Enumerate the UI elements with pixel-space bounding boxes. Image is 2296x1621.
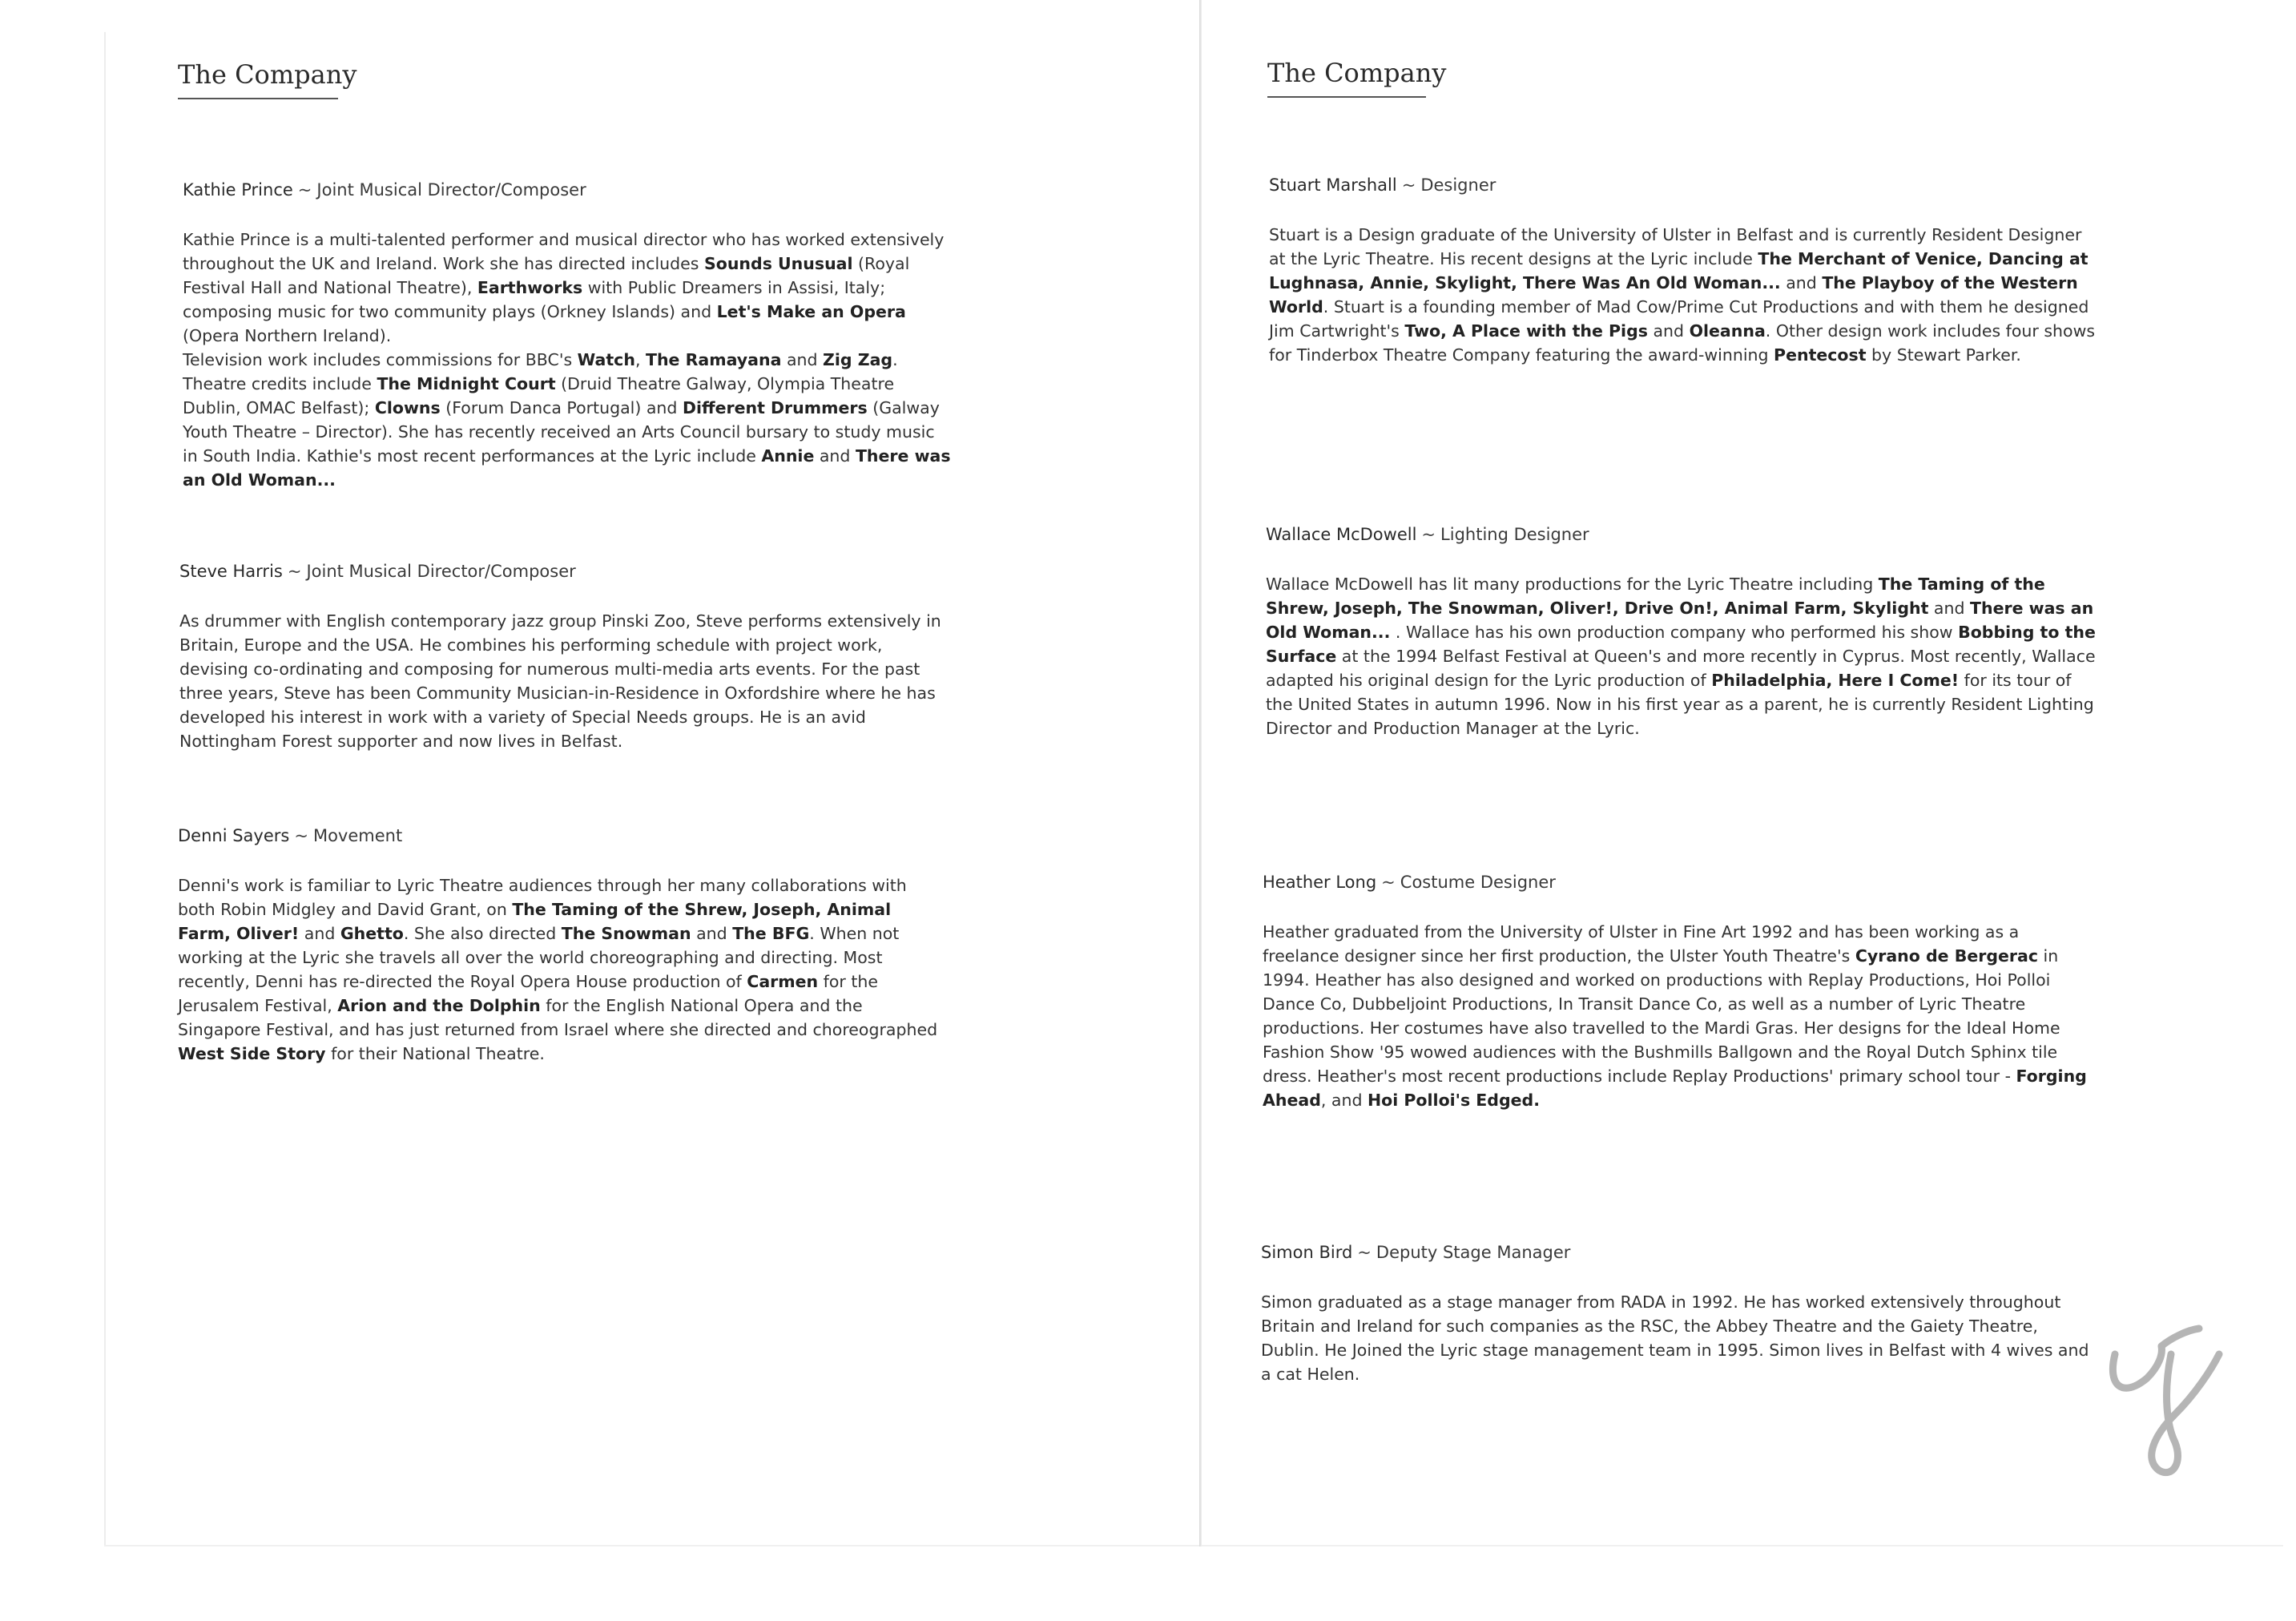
production-title: The Midnight Court <box>377 374 556 393</box>
member-bio <box>178 873 947 1066</box>
bio-text: As drummer with English contemporary jazz group Pinski Zoo, Steve performs extensively in Britain, Europe and the USA. He combines his performing schedule with project work, devising co-ordinating and composing for numerous multi-media arts events. For the past three years, Steve has been Community Musician-in-Residence in Oxfordshire where he has developed his interest in work with a variety of Special Needs groups. He is an avid Nottingham Forest supporter and now lives in Belfast. <box>179 611 941 751</box>
bio-text: Denni's work is familiar to Lyric Theatre audiences through her many collaborations with both Robin Midgley and David Grant, on <box>178 876 907 919</box>
entry-title <box>178 824 947 848</box>
member-bio <box>1269 223 2102 367</box>
bio-text: at the 1994 Belfast Festival at Queen's and more recently in Cyprus. Most recently, Wallace adapted his original design for the Lyric production of <box>1266 647 2096 690</box>
member-bio <box>179 609 949 753</box>
bio-text: (Druid Theatre Galway, Olympia Theatre Dublin, OMAC Belfast); <box>183 374 895 417</box>
entry-title <box>1263 870 2096 894</box>
tilde-separator: ~ <box>294 826 308 845</box>
production-title: Annie <box>761 446 815 466</box>
production-title: Clowns <box>374 398 441 417</box>
production-title: Pentecost <box>1774 345 1867 365</box>
bio-text: in 1994. Heather has also designed and worked on productions with Replay Productions, Hoi Polloi Dance Co, Dubbeljoint Productions, In Transit Dance Co, as well as a number of Lyric Theatre productions. Her costumes have also travelled to the Mardi Gras. Her designs for the Ideal Home Fashion Show '95 wowed audiences with the Bushmills Ballgown and the Royal Dutch Sphinx tile dress. Heather's most recent productions include Replay Productions' primary school tour - <box>1263 946 2060 1086</box>
bio-text: . Stuart is a founding member of Mad Cow/Prime Cut Productions and with them he designed Jim Cartwright's <box>1269 297 2089 341</box>
page-heading: The Company <box>178 59 357 90</box>
bio-text: with Public Dreamers in Assisi, Italy; composing music for two community plays (Orkney Islands) and <box>183 278 886 321</box>
member-name: Stuart Marshall <box>1269 175 1397 195</box>
company-entry-stuart-marshall <box>1269 173 2102 367</box>
bio-text: (Forum Danca Portugal) and <box>440 398 683 417</box>
bio-text: for their National Theatre. <box>325 1044 545 1063</box>
company-entry-steve-harris <box>179 559 949 753</box>
page-number-icon <box>2099 1322 2227 1482</box>
production-title: Sounds Unusual <box>703 254 853 273</box>
entry-title <box>1266 522 2099 546</box>
company-entry-simon-bird <box>1261 1240 2094 1386</box>
company-entry-denni-sayers <box>178 824 947 1066</box>
company-entry-heather-long <box>1263 870 2096 1112</box>
bio-text: Stuart is a Design graduate of the University of Ulster in Belfast and is currently Resident Designer at the Lyric Theatre. His recent designs at the Lyric include <box>1269 225 2082 268</box>
production-title: The BFG <box>732 924 810 943</box>
member-name: Simon Bird <box>1261 1243 1353 1262</box>
bio-text: Heather graduated from the University of Ulster in Fine Art 1992 and has been working as a freelance designer since her first production, the Ulster Youth Theatre's <box>1263 922 2020 966</box>
production-title: Two, A Place with the Pigs <box>1404 321 1648 341</box>
production-title: Oleanna <box>1689 321 1766 341</box>
bio-text: Simon graduated as a stage manager from RADA in 1992. He has worked extensively throughout Britain and Ireland for such companies as the RSC, the Abbey Theatre and the Gaiety Theatre, Dublin. He Joined the Lyric stage management team in 1995. Simon lives in Belfast with 4 wives and a cat Helen. <box>1261 1292 2089 1384</box>
production-title: The Playboy of the Western World <box>1269 273 2078 317</box>
tilde-separator: ~ <box>1357 1243 1372 1262</box>
bio-text: and <box>1647 321 1690 341</box>
member-role: Lighting Designer <box>1440 525 1589 544</box>
bio-text: . She also directed <box>403 924 562 943</box>
production-title: The Ramayana <box>645 350 782 369</box>
tilde-separator: ~ <box>287 562 302 581</box>
member-role: Deputy Stage Manager <box>1376 1243 1571 1262</box>
production-title: The Snowman <box>561 924 691 943</box>
production-title: Hoi Polloi's Edged. <box>1368 1091 1541 1110</box>
bio-text: . <box>892 350 898 369</box>
production-title: The Merchant of Venice, Dancing at Lughnasa, Annie, Skylight, There Was An Old Woman... <box>1269 249 2089 292</box>
bio-text: and <box>1928 599 1970 618</box>
production-title: Ghetto <box>340 924 404 943</box>
member-bio <box>1263 920 2096 1112</box>
bio-text: Television work includes commissions for BBC's <box>183 350 578 369</box>
member-name: Wallace McDowell <box>1266 525 1417 544</box>
member-name: Steve Harris <box>179 562 283 581</box>
page-heading: The Company <box>1267 58 1447 88</box>
production-title: There was an Old Woman... <box>183 446 951 490</box>
bio-text: (Royal Festival Hall and National Theatre), <box>183 254 910 297</box>
production-title: Philadelphia, Here I Come! <box>1711 671 1960 690</box>
production-title: Arion and the Dolphin <box>337 996 541 1015</box>
entry-title <box>183 178 952 202</box>
production-title: Forging Ahead <box>1263 1067 2087 1110</box>
bio-text: Kathie Prince is a multi-talented performer and musical director who has worked extensively throughout the UK and Ireland. Work she has directed includes <box>183 230 945 273</box>
member-name: Denni Sayers <box>178 826 290 845</box>
bio-text: (Opera Northern Ireland). <box>183 326 392 345</box>
bio-text: Theatre credits include <box>183 374 377 393</box>
member-name: Heather Long <box>1263 873 1377 892</box>
bio-text: . Other design work includes four shows for Tinderbox Theatre Company featuring the award-winning <box>1269 321 2096 365</box>
production-title: Let's Make an Opera <box>716 302 906 321</box>
company-entry-wallace-mcdowell <box>1266 522 2099 740</box>
bio-text: and <box>1780 273 1823 292</box>
member-role: Joint Musical Director/Composer <box>306 562 576 581</box>
production-title: Bobbing to the Surface <box>1266 623 2096 666</box>
production-title: West Side Story <box>178 1044 326 1063</box>
production-title: Earthworks <box>477 278 583 297</box>
bio-text: and <box>299 924 340 943</box>
tilde-separator: ~ <box>1421 525 1436 544</box>
bio-text: and <box>814 446 856 466</box>
heading-underline <box>178 98 338 99</box>
bio-text: by Stewart Parker. <box>1866 345 2021 365</box>
member-bio <box>1266 572 2099 740</box>
production-title: The Taming of the Shrew, Joseph, The Snowman, Oliver!, Drive On!, Animal Farm, Skylight <box>1266 575 2045 618</box>
company-entry-kathie-prince <box>183 178 952 492</box>
production-title: Different Drummers <box>682 398 868 417</box>
member-bio <box>1261 1290 2094 1386</box>
tilde-separator: ~ <box>1381 873 1396 892</box>
entry-title <box>1269 173 2102 197</box>
bio-text: and <box>781 350 824 369</box>
member-bio <box>183 228 952 492</box>
member-role: Joint Musical Director/Composer <box>316 180 586 200</box>
bio-text: , and <box>1320 1091 1368 1110</box>
member-role: Costume Designer <box>1400 873 1556 892</box>
tilde-separator: ~ <box>1401 175 1416 195</box>
heading-underline <box>1267 96 1426 98</box>
member-role: Designer <box>1420 175 1496 195</box>
tilde-separator: ~ <box>297 180 312 200</box>
entry-title <box>1261 1240 2094 1264</box>
bio-text: Wallace McDowell has lit many productions for the Lyric Theatre including <box>1266 575 1879 594</box>
bio-text: . When not working at the Lyric she travels all over the world choreographing and directing. Most recently, Denni has re-directed the Royal Opera House production of <box>178 924 900 991</box>
bio-text: and <box>691 924 733 943</box>
bio-text: for its tour of the United States in autumn 1996. Now in his first year as a parent, he is currently Resident Lighting Director and Production Manager at the Lyric. <box>1266 671 2094 738</box>
member-name: Kathie Prince <box>183 180 293 200</box>
bio-text: for the English National Opera and the Singapore Festival, and has just returned from Israel where she directed and choreographed <box>178 996 938 1039</box>
member-role: Movement <box>312 826 403 845</box>
production-title: The Taming of the Shrew, Joseph, Animal Farm, Oliver! <box>178 900 892 943</box>
bio-text: , <box>634 350 646 369</box>
production-title: Zig Zag <box>823 350 893 369</box>
bio-text: (Galway Youth Theatre – Director). She has recently received an Arts Council bursary to study music in South India. Kathie's most recent performances at the Lyric include <box>183 398 940 466</box>
entry-title <box>179 559 949 583</box>
production-title: Cyrano de Bergerac <box>1855 946 2039 966</box>
production-title: Watch <box>577 350 635 369</box>
production-title: There was an Old Woman... <box>1266 599 2094 642</box>
bio-text: . Wallace has his own production company who performed his show <box>1390 623 1959 642</box>
bio-text: for the Jerusalem Festival, <box>178 972 879 1015</box>
production-title: Carmen <box>747 972 819 991</box>
